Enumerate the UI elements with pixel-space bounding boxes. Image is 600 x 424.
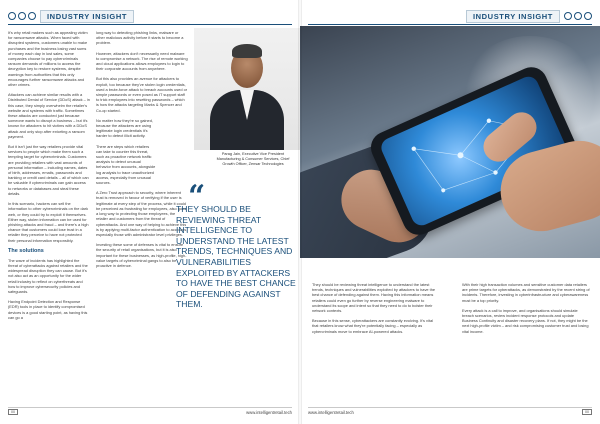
paragraph: In this scenario, hackers can sell the information to other cybercriminals on the dark web, or they could try to exploit it themselves. Either way, stolen information can be used for phishing attacks and fraud – and there's a high chance that customers could lose trust in a retailer they perceive to have not protected their personal information responsibly. [8,201,89,243]
paragraph: With their high transaction volumes and sensitive customer data retailers are prime targets for cyberattacks, as demonstrated by the recent string of incidents. Therefore, investing in cyberinfrastructure and cyberawareness must be a top priority. [462,282,590,303]
right-footer [308,408,592,416]
left-column-2 [96,30,188,273]
right-column-2 [462,282,590,339]
circle-icon [574,12,582,20]
left-column-1 [8,30,90,325]
hero-photo-phone [300,26,600,258]
footer-url[interactable]: www.intelligentretail.tech [246,409,292,415]
header-icons [8,12,36,20]
paragraph: However, attackers don't necessarily need malware to compromise a network. The rise of remote working and cloud applications allows employees to login to their corporate accounts from anywhere. [96,50,188,72]
circle-icon [18,12,26,20]
section-tag: INDUSTRY INSIGHT [40,10,134,23]
left-header [8,10,134,22]
circle-icon [584,12,592,20]
executive-portrait [194,28,300,150]
paragraph: Investing these some of defenses is vital to ensure the security of retail organisations, but it is also important for these businesses, as high-profile, high-value targets of cybercriminal gangs to also be proactive in defence. [96,242,187,268]
page-number: 00 [8,409,18,415]
paragraph: Every attack is a call to improve, and organisations should simulate breach scenarios, review incident response protocols and update Business Continuity and disaster recovery plans. If not, they might be the next high-profile victim – and risk compromising customer trust and losing vital income. [462,307,589,334]
pull-quote-text: THEY SHOULD BE REVIEWING THREAT INTELLIGENCE TO UNDERSTAND THE LATEST TRENDS, TECHNIQUES AND VULNERABILITIES EXPLOITED BY ATTACKERS TO HAVE THE BEST CHANCE OF DEFENDING AGAINST THEM. [176,204,296,310]
paragraph: They should be reviewing threat intelligence to understand the latest trends, techniques and vulnerabilities exploited by attackers to have the best chance of defending against them. Having this information means retailers could even go further by reverse engineering malware to understand its scope and intent so that they need to do to bolster their network contexts. [312,282,436,314]
paragraph: A Zero Trust approach to security, where inherent trust is removed in favour of verifying if the user is legitimate at every step of the process, while it could be perceived as frustrating for employees, also goes a long way to protecting those employees, the retailer and customers from the threat of cyberattacks. And one way of helping to achieve this is by applying multi-factor authentication to accounts, especially those with administrator level privileges. [96,190,188,237]
paragraph: But it isn't just the way retailers provide vital services to people which make them such a tempting target for cybercriminals. Customers are providing retailers with vast amounts of personal information – including names, dates of birth, addresses, emails, passwords and banking or credit card details – all of which can be valuable if cybercriminals can gain access to networks or databases and steal these details. [8,144,89,196]
right-column-1 [312,282,438,339]
section-heading: The solutions [8,247,44,254]
quote-mark-icon: “ [188,179,206,214]
paragraph: Attackers can achieve similar results with a Distributed Denial of Service (DDoS) attack – in this case, they simply overwhelm the retailer's website and systems with traffic. Sometimes these attacks are conducted just because someone wants to disrupt a business – but it's known for attackers to hit victims with a DDoS attack and only stop after extorting a ransom payment. [8,92,90,139]
circle-icon [564,12,572,20]
section-tag: INDUSTRY INSIGHT [466,10,560,23]
header-rule [308,24,592,25]
paragraph: It's why retail makers such as appealing victim for ransomware attacks. When faced with disrupted systems, customers unable to make purchases and the business losing vast sums of money each day in lost sales, some companies choose to pay cybercriminals ransom demands of millions to access the decryption key to restore systems, despite warnings from authorities that this only encourages further ransomware attacks and other crimes. [8,30,88,88]
right-header [466,10,592,22]
page-number: 00 [582,409,592,415]
circle-icon [28,12,36,20]
header-rule [8,24,292,25]
portrait-hair [232,44,262,58]
paragraph: There are steps which retailers can take to counter this threat, such as proactive network traffic analysis to detect unusual behavior from accounts, alongside log analysis to trace unauthorized access, especially from unusual sources. [96,143,156,186]
paragraph: No matter how they're so gained, because the attackers are using legitimate login credentials it's harder to detect illicit activity. [96,117,153,139]
footer-url[interactable]: www.intelligentretail.tech [308,409,354,415]
paragraph: Having Endpoint Detection and Response (EDR) tools in place to identify compromised devices is a good starting point, as having this can go a [8,299,88,320]
circle-icon [8,12,16,20]
header-icons [564,12,592,20]
paragraph: long way to detecting phishing links, malware or other malicious activity before it starts to become a problem. [96,30,184,46]
paragraph: Because in this sense, cyberattackers are constantly evolving. It's vital that retailers know what they're potentially facing – especially as cybercriminals move to embrace AI-powered attacks. [312,318,433,334]
paragraph: But this also provides an avenue for attackers to exploit, too because they've stolen login credentials, used a brute-force attack to breach accounts used or simple passwords or even posed as IT support staff to trick employees into resetting passwords – which is how the attacks targeting Marks & Spencer and Co-op started. [96,76,188,113]
left-footer [8,408,292,416]
portrait-caption: Parag Jain, Executive Vice President Manufacturing & Consumer Services, Chief Growth Officer, Zensar Technologies [216,152,290,166]
page-gutter [298,0,302,424]
paragraph: The wave of incidents has highlighted the threat of cyberattacks against retailers and the widespread disruption they can cause. But it's not also act as an opportunity for the wider retail industry to reflect on cyberthreats and how to improve cybersecurity policies and safeguards. [8,257,88,294]
